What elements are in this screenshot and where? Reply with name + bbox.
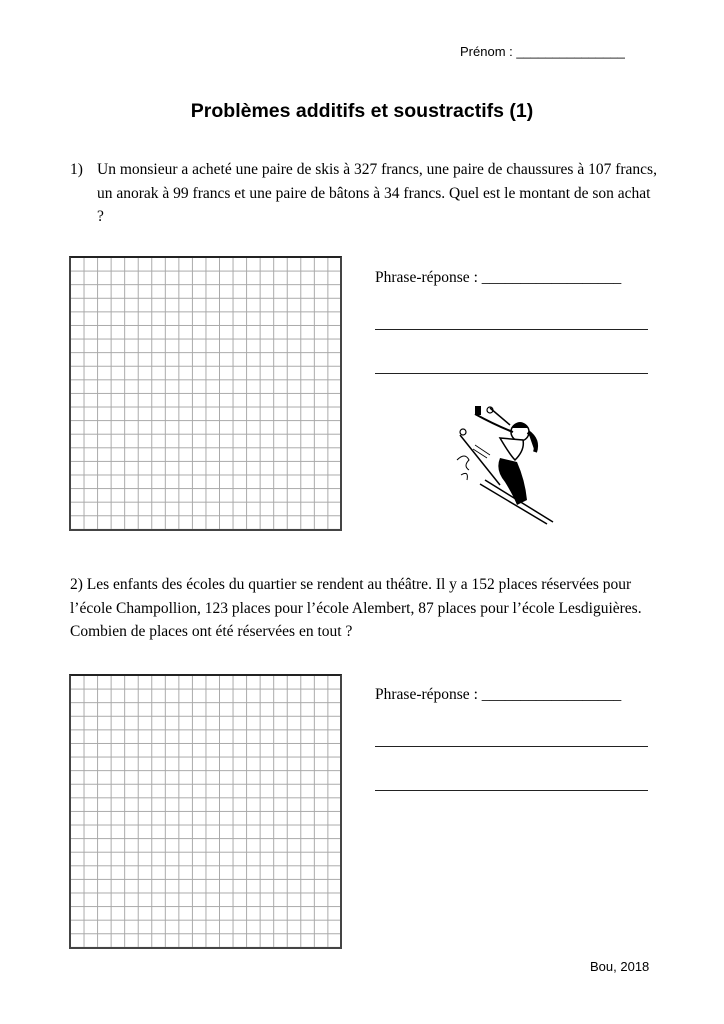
page-title: Problèmes additifs et soustractifs (1) [190, 100, 534, 122]
problem-2-answer-line [375, 790, 648, 791]
problem-2-work-grid [69, 674, 342, 949]
problem-2-answer-line [375, 746, 648, 747]
skier-icon [455, 400, 565, 525]
problem-1-number: 1) [70, 161, 83, 178]
problem-1-text: Un monsieur a acheté une paire de skis à 327 francs, une paire de chaussures à 107 francs, un anorak à 99 francs et une paire de bâtons à 34 francs. Quel est le montant de son achat ? [97, 161, 657, 225]
problem-1-work-grid [69, 256, 342, 531]
problem-1-answer-label: Phrase-réponse : __________________ [375, 269, 622, 286]
problem-1-answer-line [375, 329, 648, 330]
footer-credit: Bou, 2018 [590, 959, 650, 974]
problem-2-text: 2) Les enfants des écoles du quartier se rendent au théâtre. Il y a 152 places réservées pour l’école Champollion, 123 places pour l’école Alembert, 87 places pour l’école Lesdiguières. Combien de places ont été réservées en tout ? [70, 576, 642, 640]
problem-1-answer-line [375, 373, 648, 374]
prenom-field: Prénom : _______________ [460, 44, 625, 59]
problem-2-answer-label: Phrase-réponse : __________________ [375, 686, 622, 703]
